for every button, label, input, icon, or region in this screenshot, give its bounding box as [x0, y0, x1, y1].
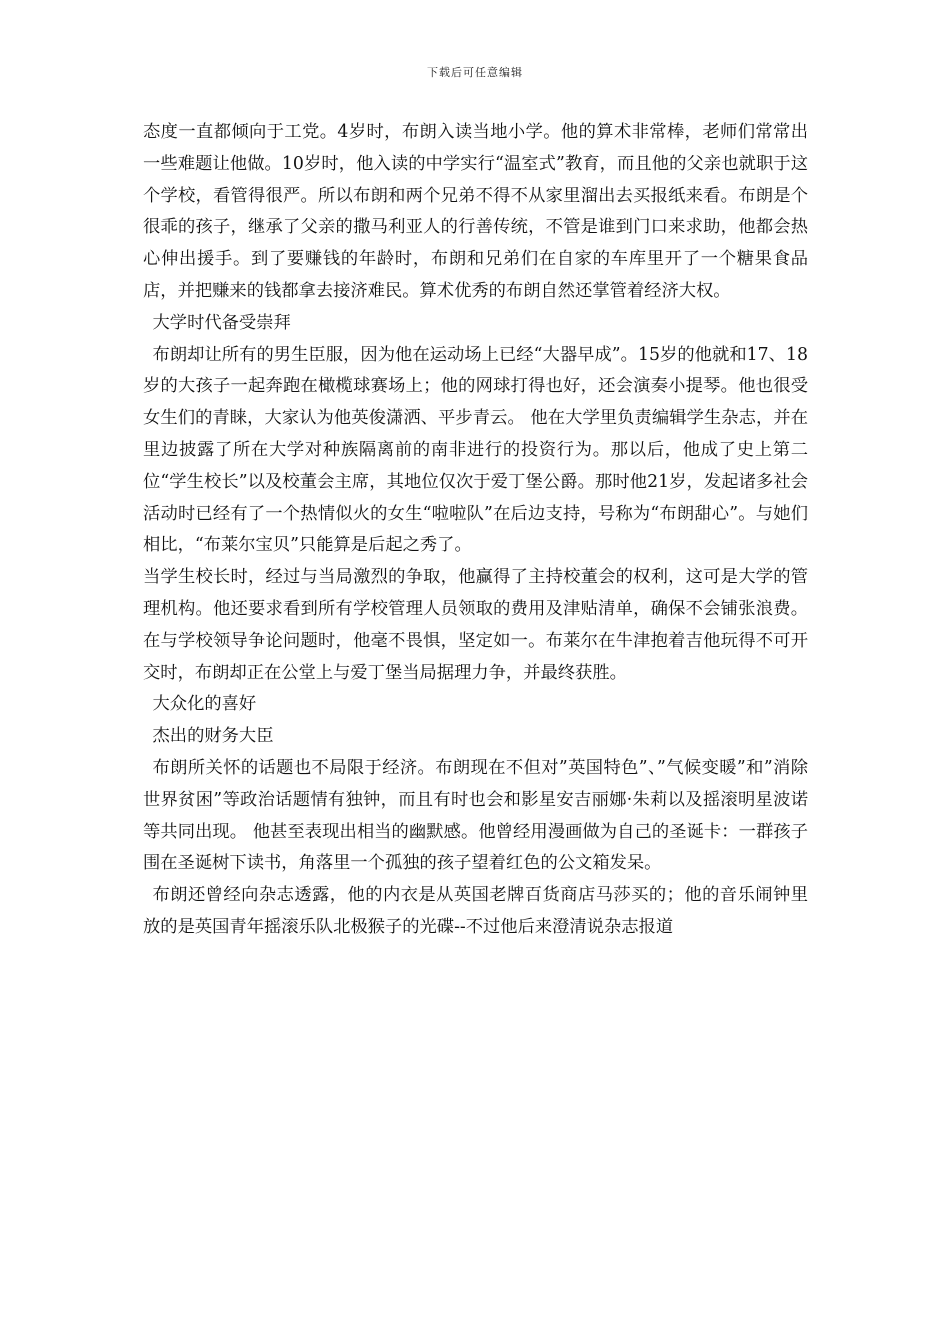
document-body [143, 117, 808, 944]
paragraph-interests: 布朗所关怀的话题也不局限于经济。布朗现在不但对”英国特色”、”气候变暖”和”消除世界贫困”等政治话题情有独钟，而且有时也会和影星安吉丽娜·朱莉以及摇滚明星波诺等共同出现。 他甚至表现出相当的幽默感。他曾经用漫画做为自己的圣诞卡：一群孩子围在圣诞树下读书，角落里一个孤独的孩子望着红色的公文箱发呆。 [143, 757, 808, 874]
paragraph-personal-life: 布朗还曾经向杂志透露，他的内衣是从英国老牌百货商店马莎买的；他的音乐闹钟里放的是英国青年摇滚乐队北极猴子的光碟--不过他后来澄清说杂志报道 [143, 885, 808, 937]
section-heading-university: 大学时代备受崇拜 [152, 312, 291, 333]
section-heading-popular-tastes: 大众化的喜好 [152, 694, 257, 715]
page-header: 下载后可任意编辑 [427, 66, 523, 79]
section-heading-chancellor: 杰出的财务大臣 [152, 726, 274, 747]
paragraph-university: 布朗却让所有的男生臣服，因为他在运动场上已经“大器早成”。15岁的他就和17、18岁的大孩子一起奔跑在橄榄球赛场上；他的网球打得也好，还会演奏小提琴。他也很受女生们的青睐，大家认为他英俊潇洒、平步青云。 他在大学里负责编辑学生杂志，并在里边披露了所在大学对种族隔离前的南非进行的投资行为。那以后，他成了史上第二位“学生校长”以及校董会主席，其地位仅次于爱丁堡公爵。那时他21岁，发起诸多社会活动时已经有了一个热情似火的女生“啦啦队”在后边支持，号称为“布朗甜心”。与她们相比，“布莱尔宝贝”只能算是后起之秀了。 [143, 344, 808, 556]
paragraph-student-rector: 当学生校长时，经过与当局激烈的争取，他赢得了主持校董会的权利，这可是大学的管理机构。他还要求看到所有学校管理人员领取的费用及津贴清单，确保不会铺张浪费。在与学校领导争论问题时，他毫不畏惧，坚定如一。布莱尔在牛津抱着吉他玩得不可开交时，布朗却正在公堂上与爱丁堡当局据理力争，并最终获胜。 [143, 567, 808, 683]
paragraph-childhood: 态度一直都倾向于工党。4岁时，布朗入读当地小学。他的算术非常棒，老师们常常出一些难题让他做。10岁时，他入读的中学实行“温室式”教育，而且他的父亲也就职于这个学校，看管得很严。所以布朗和两个兄弟不得不从家里溜出去买报纸来看。布朗是个很乖的孩子，继承了父亲的撒马利亚人的行善传统，不管是谁到门口来求助，他都会热心伸出援手。到了要赚钱的年龄时，布朗和兄弟们在自家的车库里开了一个糖果食品店，并把赚来的钱都拿去接济难民。算术优秀的布朗自然还掌管着经济大权。 [143, 122, 808, 301]
